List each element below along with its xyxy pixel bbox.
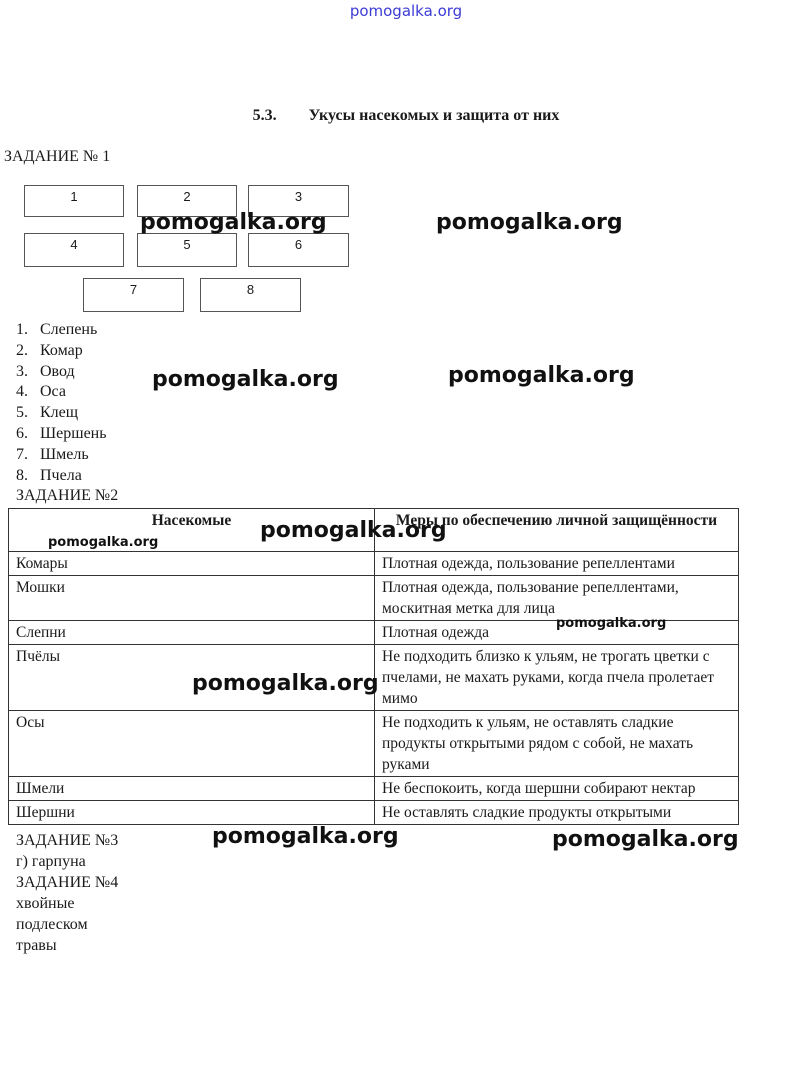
measure-cell: Плотная одежда, пользование репеллентами, москитная метка для лица	[375, 576, 739, 621]
task4-answer-line: подлеском	[16, 916, 88, 933]
watermark: pomogalka.org	[48, 535, 159, 550]
measure-cell: Не подходить близко к ульям, не трогать цветки с пчелами, не махать руками, когда пчела пролетает мимо	[375, 645, 739, 711]
watermark: pomogalka.org	[152, 367, 339, 392]
task3-label: ЗАДАНИЕ №3	[16, 832, 119, 849]
insect-list	[16, 320, 107, 486]
site-header-link[interactable]: pomogalka.org	[349, 2, 463, 20]
list-item: 5. Клещ	[16, 404, 79, 422]
box-8: 8	[200, 278, 301, 312]
table-row	[9, 552, 739, 576]
box-3: 3	[248, 185, 349, 217]
header-insects: Насекомые	[9, 509, 375, 552]
list-item: 1. Слепень	[16, 321, 98, 338]
measure-cell: Плотная одежда, пользование репеллентами	[375, 552, 739, 576]
measure-cell: Не беспокоить, когда шершни собирают нектар	[375, 777, 739, 801]
section-title-text: Укусы насекомых и защита от них	[308, 107, 560, 124]
watermark: pomogalka.org	[140, 210, 327, 235]
section-title	[0, 107, 812, 125]
watermark: pomogalka.org	[212, 824, 399, 849]
box-4: 4	[24, 233, 124, 267]
box-6: 6	[248, 233, 349, 267]
task3-answer: г) гарпуна	[16, 853, 86, 870]
insect-cell: Шмели	[9, 777, 375, 801]
table-row	[9, 576, 739, 621]
insect-cell: Слепни	[9, 621, 375, 645]
table-row	[9, 711, 739, 777]
list-item: 2. Комар	[16, 341, 83, 359]
list-item: 7. Шмель	[16, 445, 89, 463]
watermark: pomogalka.org	[436, 210, 623, 235]
table-row	[9, 801, 739, 825]
watermark: pomogalka.org	[260, 518, 447, 543]
watermark: pomogalka.org	[552, 827, 739, 852]
list-item: 6. Шершень	[16, 424, 107, 442]
list-item: 4. Оса	[16, 383, 66, 401]
task4-answer-line: хвойные	[16, 895, 75, 912]
insect-cell: Мошки	[9, 576, 375, 621]
task4-label: ЗАДАНИЕ №4	[16, 874, 119, 891]
insect-cell: Осы	[9, 711, 375, 777]
list-item: 3. Овод	[16, 362, 75, 380]
measure-cell: Не подходить к ульям, не оставлять сладкие продукты открытыми рядом с собой, не махать руками	[375, 711, 739, 777]
measure-cell: Не оставлять сладкие продукты открытыми	[375, 801, 739, 825]
task2-label: ЗАДАНИЕ №2	[16, 487, 119, 504]
watermark: pomogalka.org	[192, 671, 379, 696]
watermark: pomogalka.org	[448, 363, 635, 388]
box-7: 7	[83, 278, 184, 312]
measure-cell: Плотная одежда	[375, 621, 739, 645]
watermark: pomogalka.org	[556, 616, 667, 631]
header-measures: Меры по обеспечению личной защищённости	[375, 509, 739, 552]
box-5: 5	[137, 233, 237, 267]
box-1: 1	[24, 185, 124, 217]
section-number: 5.3.	[252, 107, 277, 124]
task4-answer-line: травы	[16, 937, 57, 954]
list-item: 8. Пчела	[16, 466, 82, 484]
insect-cell: Пчёлы	[9, 645, 375, 711]
measures-table	[8, 508, 739, 825]
box-2: 2	[137, 185, 237, 217]
table-row	[9, 777, 739, 801]
task1-label: ЗАДАНИЕ № 1	[4, 148, 111, 165]
insect-cell: Комары	[9, 552, 375, 576]
insect-cell: Шершни	[9, 801, 375, 825]
